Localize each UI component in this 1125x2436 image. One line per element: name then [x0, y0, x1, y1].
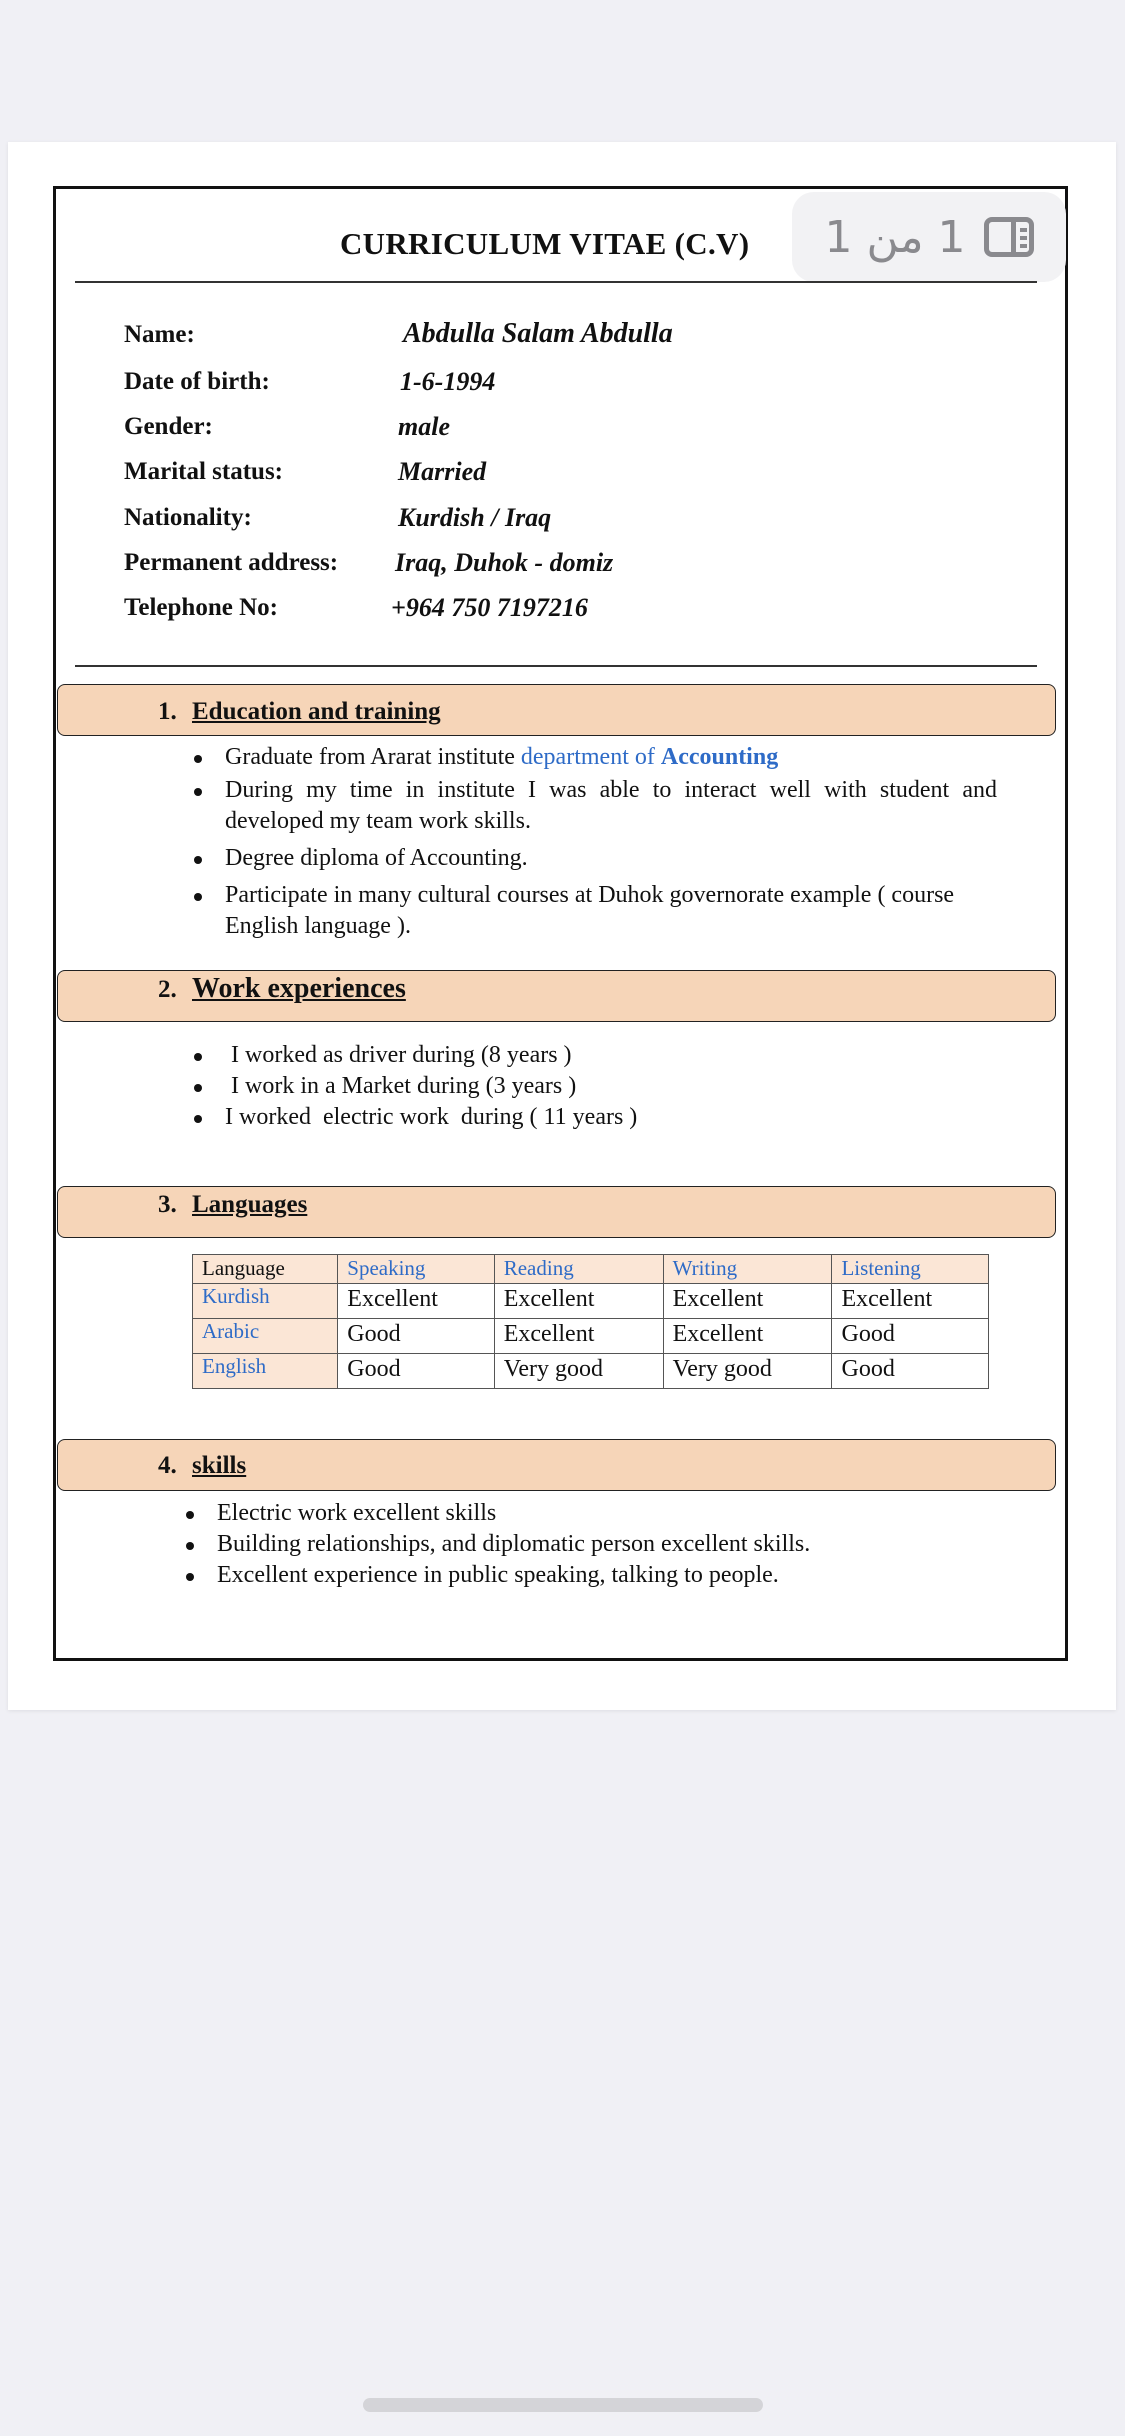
table-cell: Good	[832, 1354, 989, 1389]
list-item: I worked as driver during (8 years )	[225, 1040, 985, 1071]
skills-number: 4.	[158, 1452, 177, 1479]
list-item: I worked electric work during ( 11 years )	[225, 1102, 985, 1133]
marital-status-value: Married	[398, 457, 487, 486]
list-item: Graduate from Ararat institute department of Accounting	[225, 742, 997, 773]
sidebar-pages-icon	[984, 217, 1034, 257]
languages-number: 3.	[158, 1191, 177, 1218]
address-label: Permanent address:	[124, 549, 339, 576]
education-heading-text: Education and training	[192, 698, 441, 725]
table-row	[193, 1284, 989, 1319]
languages-heading	[158, 1191, 307, 1219]
home-indicator[interactable]	[363, 2398, 763, 2412]
table-cell: Very good	[663, 1354, 832, 1389]
name-label: Name:	[124, 321, 195, 348]
table-cell: Very good	[494, 1354, 663, 1389]
list-item: Participate in many cultural courses at Duhok governorate example ( course English language ).	[225, 880, 997, 942]
table-cell: Kurdish	[193, 1284, 338, 1319]
languages-table	[192, 1254, 989, 1389]
table-cell: Excellent	[494, 1284, 663, 1319]
list-item: Building relationships, and diplomatic person excellent skills.	[217, 1529, 1017, 1560]
skills-heading	[158, 1452, 246, 1480]
table-cell: Excellent	[832, 1284, 989, 1319]
address-value: Iraq, Duhok - domiz	[395, 548, 614, 577]
table-cell: Good	[338, 1319, 494, 1354]
dob-label: Date of birth:	[124, 368, 270, 395]
list-item: Degree diploma of Accounting.	[225, 843, 997, 874]
skills-heading-text: skills	[192, 1452, 247, 1479]
table-header-row	[193, 1255, 989, 1284]
list-item: I work in a Market during (3 years )	[225, 1071, 985, 1102]
name-value: Abdulla Salam Abdulla	[403, 318, 673, 349]
list-item: During my time in institute I was able to interact well with student and developed my team work skills.	[225, 775, 997, 837]
work-heading-text: Work experiences	[192, 973, 406, 1004]
work-number: 2.	[158, 976, 177, 1003]
table-cell: Arabic	[193, 1319, 338, 1354]
title-rule	[75, 281, 1037, 283]
telephone-label: Telephone No:	[124, 594, 278, 621]
column-header: Writing	[663, 1255, 832, 1284]
telephone-value: +964 750 7197216	[391, 593, 588, 622]
table-row	[193, 1354, 989, 1389]
page-count-label: 1 من 1	[824, 211, 966, 263]
table-cell: Excellent	[663, 1284, 832, 1319]
table-cell: Good	[338, 1354, 494, 1389]
languages-heading-text: Languages	[192, 1191, 308, 1218]
cv-title: CURRICULUM VITAE (C.V)	[340, 226, 750, 261]
table-cell: Good	[832, 1319, 989, 1354]
gender-value: male	[398, 412, 450, 441]
column-header: Speaking	[338, 1255, 494, 1284]
marital-status-label: Marital status:	[124, 458, 283, 485]
table-row	[193, 1319, 989, 1354]
gender-label: Gender:	[124, 413, 213, 440]
education-heading	[158, 698, 441, 726]
list-item: Excellent experience in public speaking, talking to people.	[217, 1560, 1017, 1591]
nationality-value: Kurdish / Iraq	[398, 503, 552, 532]
column-header: Reading	[494, 1255, 663, 1284]
dob-value: 1-6-1994	[400, 367, 496, 396]
table-cell: Excellent	[663, 1319, 832, 1354]
table-cell: Excellent	[494, 1319, 663, 1354]
education-list	[225, 742, 997, 942]
education-number: 1.	[158, 698, 177, 725]
column-header: Listening	[832, 1255, 989, 1284]
work-list	[225, 1040, 985, 1133]
list-item: Electric work excellent skills	[217, 1498, 1017, 1529]
info-rule	[75, 665, 1037, 667]
table-cell: English	[193, 1354, 338, 1389]
table-cell: Excellent	[338, 1284, 494, 1319]
column-header: Language	[193, 1255, 338, 1284]
nationality-label: Nationality:	[124, 504, 252, 531]
page-indicator[interactable]	[792, 192, 1066, 282]
skills-list	[217, 1498, 1017, 1591]
work-heading	[158, 973, 406, 1005]
